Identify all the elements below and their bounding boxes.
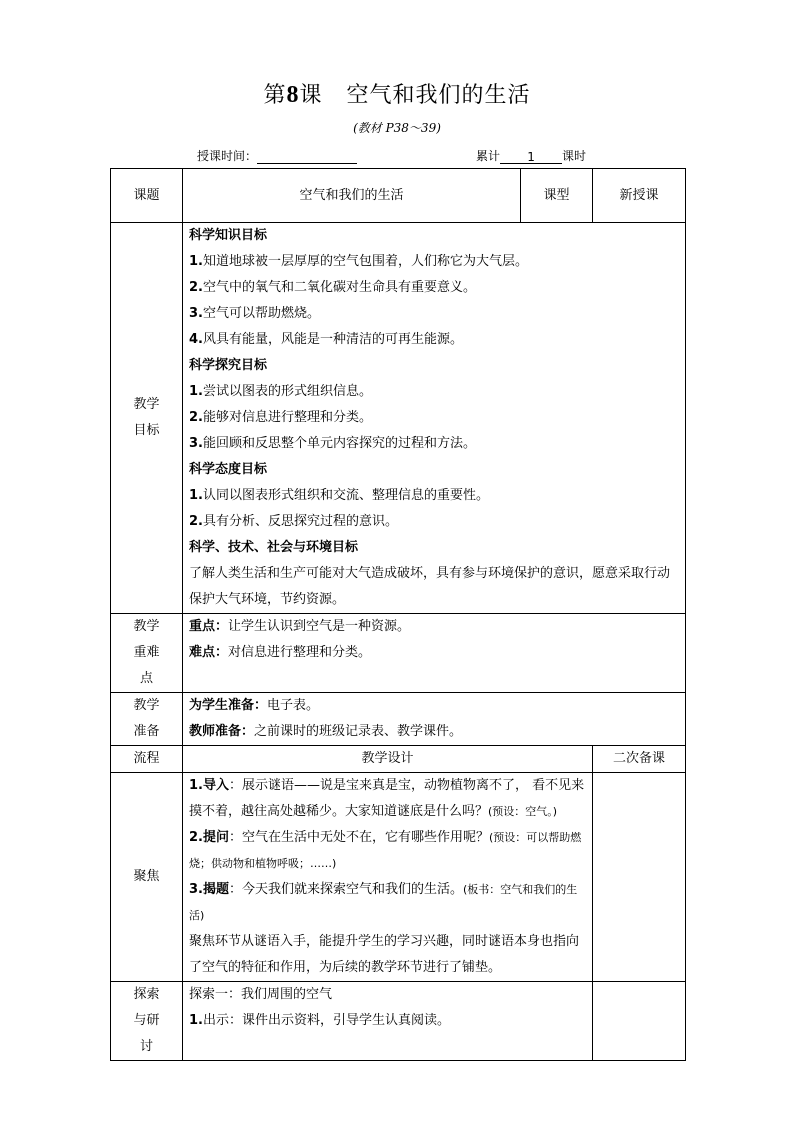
page-title: 第8课 空气和我们的生活	[263, 82, 531, 108]
goal-item: 2.具有分析、反思探究过程的意识。	[189, 514, 398, 529]
textbook-pages: (教材 P38～39)	[353, 121, 441, 135]
focus-label: 聚焦	[111, 773, 183, 982]
focus-notes	[593, 773, 686, 982]
key-points-content: 重点：让学生认识到空气是一种资源。 难点：对信息进行整理和分类。	[183, 614, 686, 693]
goal-heading: 科学知识目标	[189, 228, 268, 243]
preparation-content: 为学生准备：电子表。 教师准备：之前课时的班级记录表、教学课件。	[183, 693, 686, 746]
goal-item: 2.能够对信息进行整理和分类。	[189, 410, 372, 425]
explore-label: 探索与研讨	[111, 982, 183, 1061]
flow-label: 流程	[111, 746, 183, 773]
lesson-time: 授课时间：	[197, 147, 357, 164]
goal-item: 1.认同以图表形式组织和交流、整理信息的重要性。	[189, 488, 489, 503]
explore-notes	[593, 982, 686, 1061]
goal-item: 1.知道地球被一层厚厚的空气包围着，人们称它为大气层。	[189, 254, 528, 269]
topic-value: 空气和我们的生活	[183, 169, 521, 223]
second-prep-label: 二次备课	[593, 746, 686, 773]
goals-row	[111, 223, 686, 614]
lesson-plan-table	[110, 168, 686, 1061]
goals-content	[183, 223, 686, 614]
topic-label: 课题	[111, 169, 183, 223]
goal-heading: 科学、技术、社会与环境目标	[189, 540, 359, 555]
goal-item: 了解人类生活和生产可能对大气造成破坏，具有参与环境保护的意识，愿意采取行动保护大气环境，节约资源。	[189, 566, 671, 607]
explore-row	[111, 982, 686, 1061]
header-row	[111, 169, 686, 223]
lesson-count: 累计 1 课时	[476, 149, 587, 164]
key-points-row	[111, 614, 686, 693]
preparation-row	[111, 693, 686, 746]
goal-item: 2.空气中的氧气和二氧化碳对生命具有重要意义。	[189, 280, 476, 295]
focus-row	[111, 773, 686, 982]
goal-item: 3.空气可以帮助燃烧。	[189, 306, 320, 321]
goal-item: 1.尝试以图表的形式组织信息。	[189, 384, 372, 399]
goal-heading: 科学探究目标	[189, 358, 268, 373]
goal-item: 4.风具有能量，风能是一种清洁的可再生能源。	[189, 332, 463, 347]
flow-header-row	[111, 746, 686, 773]
design-label: 教学设计	[183, 746, 593, 773]
goal-heading: 科学态度目标	[189, 462, 268, 477]
key-points-label: 教学重难点	[111, 614, 183, 693]
lesson-type-value: 新授课	[593, 169, 686, 223]
focus-content: 1.导入：展示谜语——说是宝来真是宝，动物植物离不了， 看不见来摸不着，越往高处越稀少。大家知道谜底是什么吗？(预设：空气。) 2.提问：空气在生活中无处不在，它有哪些作用呢？(预设：可以帮助燃烧；供动物和植物呼吸；……) 3.揭题：今天我们就来探索空气和我们的生活。(板书：空气和我们的生活) 聚焦环节从谜语入手，能提升学生的学习兴趣，同时谜语本身也指向了空气的特征和作用，为后续的教学环节进行了铺垫。	[183, 773, 593, 982]
goals-label: 教学目标	[111, 223, 183, 614]
lesson-type-label: 课型	[521, 169, 593, 223]
preparation-label: 教学准备	[111, 693, 183, 746]
explore-content: 探索一：我们周围的空气 1.出示：课件出示资料，引导学生认真阅读。	[183, 982, 593, 1061]
goal-item: 3.能回顾和反思整个单元内容探究的过程和方法。	[189, 436, 476, 451]
